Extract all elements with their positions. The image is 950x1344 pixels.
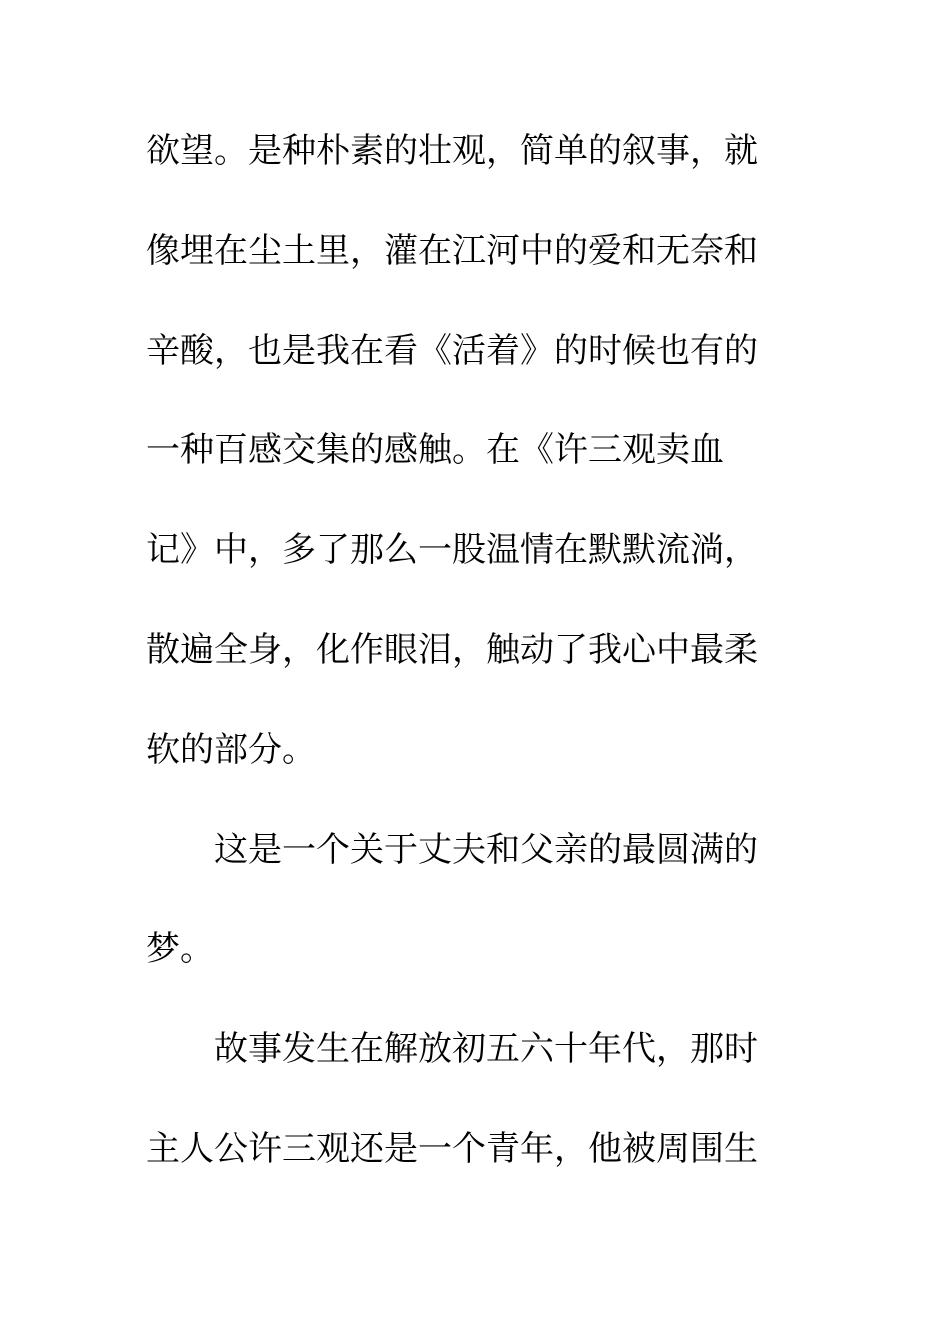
text-line-6: 散遍全身，化作眼泪，触动了我心中最柔 [146, 630, 758, 670]
paragraph-start-line: 这是一个关于丈夫和父亲的最圆满的 [214, 830, 758, 870]
text-line-1: 欲望。是种朴素的壮观，简单的叙事，就 [146, 131, 758, 171]
text-line-11: 主人公许三观还是一个青年，他被周围生 [146, 1129, 758, 1169]
text-line-4: 一种百感交集的感触。在《许三观卖血 [146, 430, 724, 470]
text-line-3: 辛酸，也是我在看《活着》的时候也有的 [146, 331, 758, 371]
text-line-2: 像埋在尘土里，灌在江河中的爱和无奈和 [146, 231, 758, 271]
paragraph-start-line: 故事发生在解放初五六十年代，那时 [214, 1029, 758, 1069]
text-line-5: 记》中，多了那么一股温情在默默流淌， [146, 530, 758, 570]
text-line-9: 梦。 [146, 929, 214, 969]
text-line-7: 软的部分。 [146, 730, 316, 770]
